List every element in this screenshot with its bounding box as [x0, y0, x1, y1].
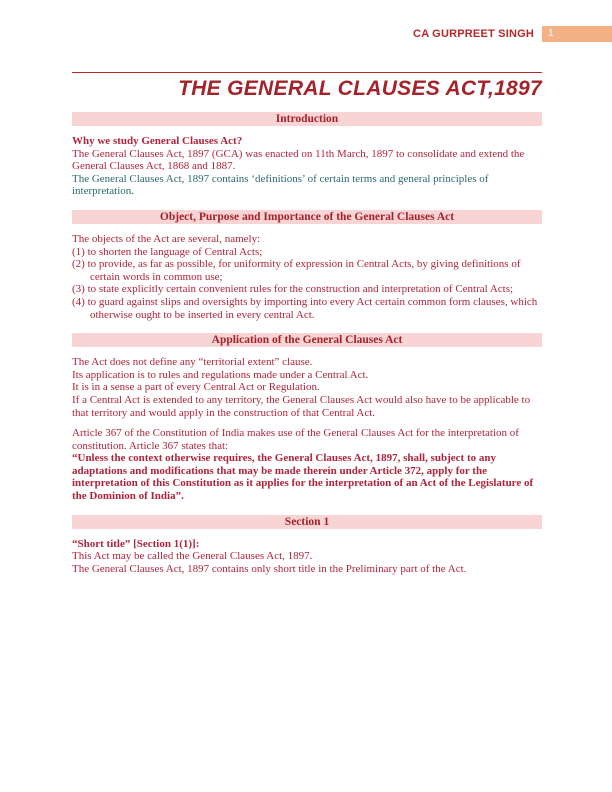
section-heading-introduction: Introduction: [72, 112, 542, 126]
spacer: [72, 419, 542, 427]
object-item-4: (4) to guard against slips and oversights by importing into every Act certain common form clauses, which otherwise ought to be inserted in every central Act.: [72, 295, 538, 321]
section1-paragraph-2: The General Clauses Act, 1897 contains only short title in the Preliminary part of the Act.: [72, 562, 467, 575]
application-paragraph-1: The Act does not define any “territorial extent” clause.: [72, 356, 313, 369]
author-name: CA GURPREET SINGH: [413, 28, 534, 40]
section-heading-object: Object, Purpose and Importance of the General Clauses Act: [72, 210, 542, 224]
document-body: [72, 112, 542, 575]
section-heading-section-1: Section 1: [72, 515, 542, 529]
object-intro: The objects of the Act are several, namely:: [72, 232, 261, 245]
object-item-3: (3) to state explicitly certain convenient rules for the construction and interpretation of Central Acts;: [72, 283, 514, 296]
intro-paragraph-2: The General Clauses Act, 1897 contains ‘definitions’ of certain terms and general principles of interpretation.: [72, 172, 489, 198]
object-item-1: (1) to shorten the language of Central Acts;: [72, 245, 263, 258]
intro-paragraph-1: The General Clauses Act, 1897 (GCA) was enacted on 11th March, 1897 to consolidate and extend the General Clauses Act, 1868 and 1887.: [72, 147, 525, 173]
section-heading-application: Application of the General Clauses Act: [72, 333, 542, 347]
intro-question: Why we study General Clauses Act?: [72, 135, 243, 147]
application-paragraph-5: Article 367 of the Constitution of India makes use of the General Clauses Act for the interpretation of constitution. Article 367 states that:: [72, 427, 519, 452]
section1-short-title: “Short title” [Section 1(1)]:: [72, 537, 200, 550]
page-header: [0, 28, 612, 44]
document-title: THE GENERAL CLAUSES ACT,1897: [178, 77, 542, 100]
section1-paragraph-1: This Act may be called the General Clauses Act, 1897.: [72, 550, 313, 563]
application-paragraph-3: It is in a sense a part of every Central Act or Regulation.: [72, 381, 320, 394]
application-paragraph-2: Its application is to rules and regulations made under a Central Act.: [72, 368, 369, 381]
page-number: 1: [542, 26, 612, 42]
object-item-2: (2) to provide, as far as possible, for uniformity of expression in Central Acts, by giving definitions of certain words in common use;: [72, 258, 521, 283]
title-rule: [72, 72, 542, 73]
application-paragraph-4: If a Central Act is extended to any territory, the General Clauses Act would also have to be applicable to that territory and would apply in the construction of that Central Act.: [72, 393, 531, 419]
application-quote: “Unless the context otherwise requires, the General Clauses Act, 1897, shall, subject to any adaptations and modifications that may be made therein under Article 372, apply for the interpretation of this Constitution as it applies for the interpretation of an Act of the Legislature of the Dominion of India”.: [72, 452, 534, 503]
